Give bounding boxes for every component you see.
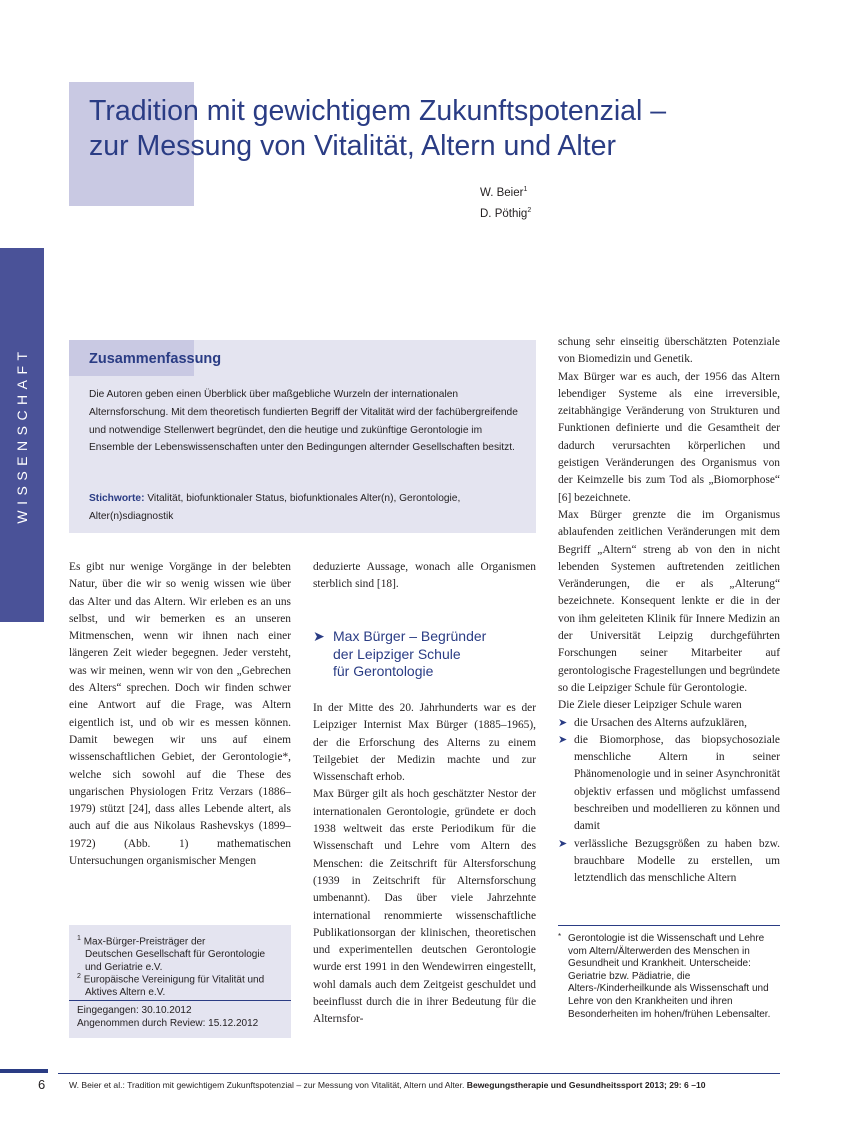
body-column-2 [313,700,536,1029]
footer-citation [69,1080,706,1090]
author-1-affiliation: 1 [523,186,528,193]
footer-accent [0,1069,48,1073]
column-3-paragraph-4: Die Ziele dieser Leipziger Schule waren [558,699,742,712]
list-item [558,732,780,836]
section-heading-line-2: der Leipziger Schule [333,645,461,662]
footnote-2-line-2: Aktives Altern e.V. [85,986,166,998]
intro-paragraph: Es gibt nur wenige Vorgänge in der belebten Natur, über die wir so wenig wissen wie über das Alter und das Altern. Wir erleben es an uns selbst, und wir bemerken es an unseren Mitmenschen, wenn wir ihnen nach einer längeren Zeit wieder begegnen. Jeder versteht, was wir meinen, wenn wir von den „Gebrechen des Alters“ sprechen. Doch wir finden schwer eine Antwort auf die Frage, was Altern eigentlich ist, und ob wir es messen können. Damit bewegen wir uns auf einem wissenschaftlichen Gebiet, der Gerontologie*, welche sich sowohl auf die These des ungarischen Physiologen Fritz Verzars (1886–1979) stützt [24], dass alles Lebende altert, als auch auf die aus Nikolaus Rashevskys (1899–1972) (Abb. 1) mathematischen Untersuchungen organismischer Mengen [69,561,291,868]
footnote-2-marker: 2 [77,973,81,980]
citation-text: W. Beier et al.: Tradition mit gewichtigem Zukunftspotenzial – zur Messung von Vitalität, Altern und Alter. [69,1080,467,1090]
title-line-2: zur Messung von Vitalität, Altern und Alter [89,130,617,162]
arrow-icon: ➤ [313,628,325,644]
journal-reference: Bewegungstherapie und Gesundheitssport 2013; 29: 6 –10 [466,1080,706,1090]
keywords [89,490,521,526]
footnote-1-line-1: Max-Bürger-Preisträger der [83,936,206,948]
column-2-paragraph-2: In der Mitte des 20. Jahrhunderts war es der Leipziger Internist Max Bürger (1885–1965), der die Erforschung des Alterns zu einem Teilgebiet der Medizin machte und zur Wissenschaft erhob. [313,702,536,784]
footnote-2 [77,971,277,1000]
footnote-star: * [558,932,562,941]
column-3-paragraph-3: Max Bürger grenzte die im Organismus ablaufenden zeitlichen Veränderungen mit dem Begriff „Altern“ streng ab von den in nicht lebenden Systemen auftretenden zeitlichen Veränderungen, die er als „Alterung“ bezeichnete. Konsequent lenkte er die in der von ihm geleiteten Klinik für Innere Medizin an der Universität Leipzig durchgeführten Forschungen seiner Mitarbeiter auf gerontologische Fragestellungen und begründete so die Leipziger Schule für Gerontologie. [558,508,780,694]
list-item [558,836,780,888]
section-heading [313,628,536,681]
list-item-text: die Ursachen des Alterns aufzuklären, [574,716,748,729]
author-2-affiliation: 2 [527,206,532,214]
abstract-heading: Zusammenfassung [89,351,222,367]
column-3-paragraph-2: Max Bürger war es auch, der 1956 das Altern lebendiger Systeme als eine irreversible, zeitabhängige Veränderung von Strukturen und Funktionen definierte und die Gesamtheit der dadurch verursachten körperlichen und geistigen Veränderungen des Organismus von der Keimzelle bis zum Tod als „Biomorphose“ [6] bezeichnete. [558,370,780,504]
footnote-1-marker: 1 [77,935,81,942]
abstract-text: Die Autoren geben einen Überblick über maßgebliche Wurzeln der internationalen Alternsforschung. Mit dem theoretisch fundierten Begriff der Vitalität wird der fachübergreifende und notwendige Stellenwert begründet, den die heutige und zukünftige Gerontologie im Ensemble der Lebenswissenschaften unter den Bedingungen alternder Gesellschaften besitzt. [89,389,518,454]
affiliation-box [69,925,291,1038]
body-column-1 [69,559,291,870]
keywords-label: Stichworte: [89,493,145,504]
article-title [89,94,789,164]
title-line-1: Tradition mit gewichtigem Zukunftspotenzial – [89,95,667,127]
footnote-2-line-1: Europäische Vereinigung für Vitalität und [83,974,265,986]
footnote-1-line-3: und Geriatrie e.V. [85,961,163,973]
gerontology-footnote [558,925,780,1021]
list-item-text: verlässliche Bezugsgrößen zu haben bzw. brauchbare Modelle zu erstellen, um letztendlich das menschliche Altern [574,837,780,885]
submission-dates [77,1005,287,1030]
footnote-1-line-2: Deutschen Gesellschaft für Gerontologie [85,948,266,960]
footnote-text: Gerontologie ist die Wissenschaft und Lehre vom Altern/Älterwerden des Menschen in Gesundheit und Krankheit. Unterscheide: Geriatrie bzw. Pädiatrie, die Alters-/Kinderheilkunde als Wissenschaft und Lehre von den Krankheiten und ihren Besonderheiten im hohen/frühen Lebensalter. [568,933,771,1020]
list-item-text: die Biomorphose, das biopsychosoziale menschliche Altern in seiner Phänomenologie und in seiner Asynchronität objektiv erfassen und möglichst umfassend beschreiben und modellieren zu können und damit [574,733,780,833]
body-column-3 [558,334,780,888]
footnote-body [558,933,780,1021]
page-number: 6 [38,1077,46,1092]
section-heading-line-3: für Gerontologie [333,663,434,679]
received-date: Eingegangen: 30.10.2012 [77,1005,192,1016]
column-2-paragraph-1: deduzierte Aussage, wonach alle Organismen sterblich sind [18]. [313,561,536,591]
abstract-box [69,340,536,533]
bullet-arrow-icon: ➤ [558,837,568,850]
section-label: WISSENSCHAFT [14,346,30,524]
body-column-2-top [313,559,536,594]
bullet-arrow-icon: ➤ [558,733,568,746]
footer-rule [58,1073,780,1074]
bullet-arrow-icon: ➤ [558,716,568,729]
goals-list [558,715,780,888]
author-list [480,181,531,223]
divider [558,925,780,926]
footnote-1 [77,933,277,974]
column-2-paragraph-3: Max Bürger gilt als hoch geschätzter Nestor der internationalen Gerontologie, gründete er doch 1938 weltweit das erste Periodikum für die Wissenschaft und Lehre vom Altern des Menschen: die Zeitschrift für Altersforschung (1939 in Zeitschrift für Alternsforschung umbenannt). Das über viele Jahrzehnte international renommierte wissenschaftliche Publikationsorgan der klinischen, theoretischen und experimentellen deutschen Gerontologie wurde erst 1991 in den Wendewirren eingestellt, wohl damals auch dem Zeitgeist geschuldet und beeinflusst durch die in ihrer Bedeutung für die Alternsfor- [313,788,536,1026]
column-3-paragraph-1: schung sehr einseitig überschätzten Potenziale von Biomedizin und Genetik. [558,336,780,366]
section-heading-line-1: Max Bürger – Begründer [333,628,487,644]
author-1: W. Beier [480,186,524,199]
keywords-list: Vitalität, biofunktionaler Status, biofunktionales Alter(n), Gerontologie, Alter(n)sdiagnostik [89,493,461,522]
accepted-date: Angenommen durch Review: 15.12.2012 [77,1017,259,1029]
list-item [558,715,780,732]
divider [69,1000,291,1001]
author-2: D. Pöthig [480,207,528,220]
